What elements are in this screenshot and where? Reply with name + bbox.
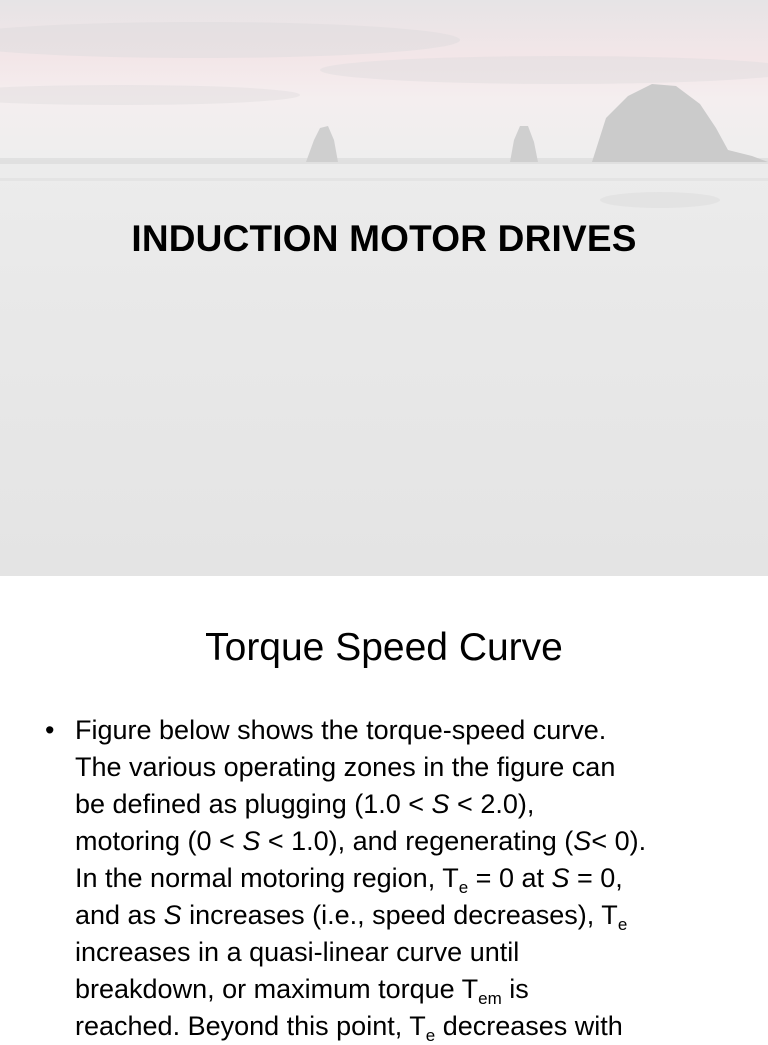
bullet-line-1	[75, 712, 740, 749]
text-run: breakdown, or maximum torque T	[75, 974, 479, 1004]
title-slide-heading: INDUCTION MOTOR DRIVES	[131, 218, 637, 259]
text-run: = 0,	[569, 863, 623, 893]
bullet-line-9	[75, 1008, 740, 1045]
text-run: be defined as plugging (1.0 <	[75, 789, 432, 819]
text-run: increases (i.e., speed decreases), T	[181, 900, 618, 930]
text-run: The various operating zones in the figure can	[75, 752, 616, 782]
slip-symbol: S	[163, 900, 182, 930]
bullet-line-3	[75, 786, 740, 823]
subscript: e	[425, 1026, 436, 1045]
subscript: e	[617, 915, 628, 934]
subscript: e	[458, 878, 469, 897]
text-run: Figure below shows the torque-speed curve.	[75, 715, 607, 745]
text-run: < 0).	[591, 826, 647, 856]
bullet-line-8	[75, 971, 740, 1008]
text-run: increases in a quasi-linear curve until	[75, 937, 520, 967]
bullet-line-6	[75, 897, 740, 934]
text-run: < 1.0), and regenerating (	[260, 826, 574, 856]
bullet-line-7	[75, 934, 740, 971]
slip-symbol: S	[431, 789, 450, 819]
text-run: decreases with	[435, 1011, 623, 1041]
bullet-marker: •	[45, 715, 55, 745]
bullet-line-4	[75, 823, 740, 860]
text-run: = 0 at	[468, 863, 552, 893]
text-run: < 2.0),	[449, 789, 535, 819]
content-slide	[0, 576, 768, 1045]
text-run: is	[501, 974, 529, 1004]
subscript: em	[478, 989, 502, 1008]
text-run: and as	[75, 900, 164, 930]
text-run: In the normal motoring region, T	[75, 863, 459, 893]
bullet-paragraph	[75, 712, 740, 1045]
text-run: motoring (0 <	[75, 826, 243, 856]
slip-symbol: S	[551, 863, 570, 893]
text-run: reached. Beyond this point, T	[75, 1011, 426, 1041]
content-slide-heading: Torque Speed Curve	[205, 626, 563, 669]
bullet-line-5	[75, 860, 740, 897]
bullet-line-2	[75, 749, 740, 786]
slip-symbol: S	[573, 826, 592, 856]
slip-symbol: S	[242, 826, 261, 856]
